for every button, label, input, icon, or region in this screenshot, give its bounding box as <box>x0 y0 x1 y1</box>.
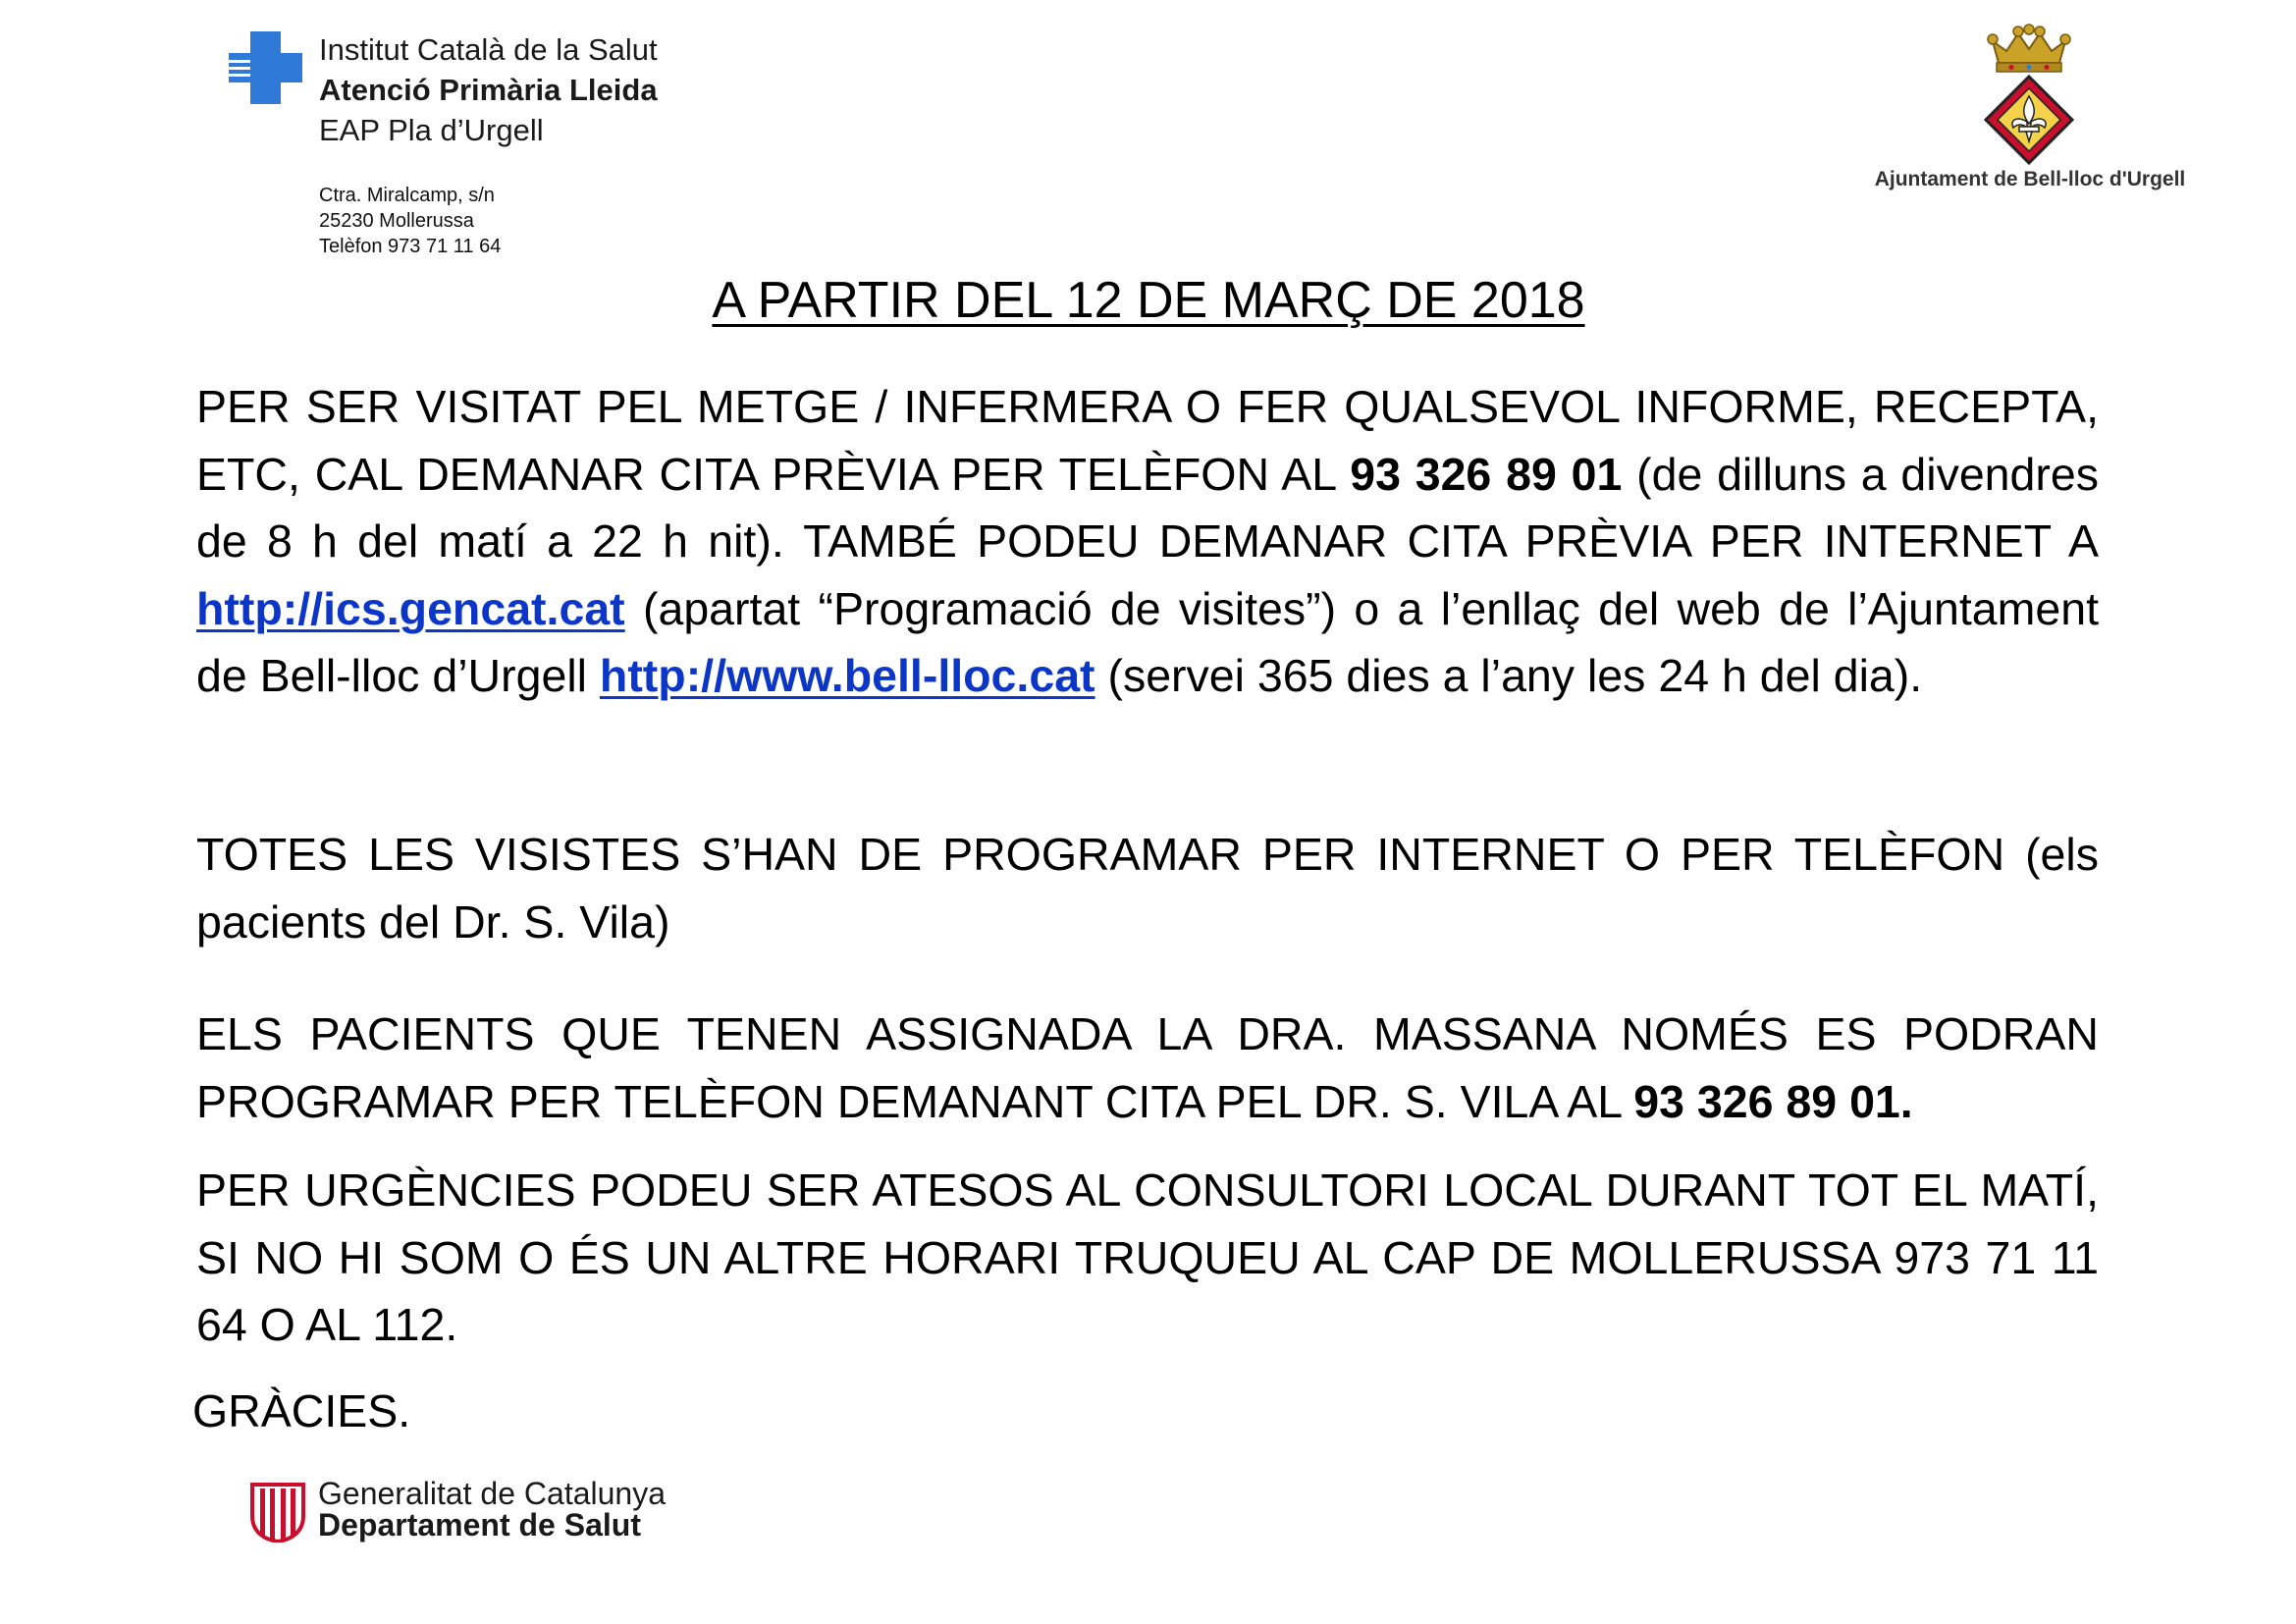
p1-text-d: (servei 365 dies a l’any les 24 h del dia). <box>1095 650 1923 701</box>
vila-phone: 93 326 89 01. <box>1633 1075 1913 1127</box>
address-city: 25230 Mollerussa <box>319 210 474 232</box>
notice-title: A PARTIR DEL 12 DE MARÇ DE 2018 <box>712 272 1585 329</box>
p1-text-b: (de dilluns a divendres de 8 h del matí a 22 h nit). TAMBÉ PODEU DEMANAR CITA PRÈVIA PER INTERNET A <box>196 448 2099 567</box>
crown-icon <box>1987 24 2071 73</box>
massana-patients-paragraph <box>196 1001 2099 1135</box>
coat-of-arms-icon <box>1984 75 2074 165</box>
thanks-text: GRÀCIES. <box>192 1385 411 1436</box>
ics-line-2: Atenció Primària Lleida <box>319 73 658 107</box>
ics-website-link[interactable]: http://ics.gencat.cat <box>196 582 625 634</box>
gencat-logo-icon <box>248 1481 307 1543</box>
ics-cross-logo-icon <box>229 31 302 104</box>
bell-lloc-website-link[interactable]: http://www.bell-lloc.cat <box>599 650 1095 701</box>
gencat-department-name <box>318 1478 666 1541</box>
appointment-phone: 93 326 89 01 <box>1350 448 1623 500</box>
appointment-paragraph <box>196 373 2099 710</box>
emergencies-paragraph: PER URGÈNCIES PODEU SER ATESOS AL CONSULTORI LOCAL DURANT TOT EL MATÍ, SI NO HI SOM O ÉS UN ALTRE HORARI TRUQUEU AL CAP DE MOLLERUSSA 973 71 11 64 O AL 112. <box>196 1164 2099 1350</box>
municipality-label: Ajuntament de Bell-lloc d'Urgell <box>1874 168 2186 190</box>
visits-paragraph: TOTES LES VISISTES S’HAN DE PROGRAMAR PER INTERNET O PER TELÈFON (els pacients del Dr. S. Vila) <box>196 829 2099 947</box>
p3-text: ELS PACIENTS QUE TENEN ASSIGNADA LA DRA. MASSANA NOMÉS ES PODRAN PROGRAMAR PER TELÈFON DEMANANT CITA PEL DR. S. VILA AL <box>196 1008 2099 1127</box>
gencat-line-1: Generalitat de Catalunya <box>318 1476 666 1511</box>
p1-text-c: (apartat “Programació de visites”) o a l’enllaç del web de l’Ajuntament de Bell-lloc d’Urgell <box>196 582 2099 701</box>
address-phone: Telèfon 973 71 11 64 <box>319 236 502 257</box>
ics-line-3: EAP Pla d’Urgell <box>319 113 544 147</box>
ics-line-1: Institut Català de la Salut <box>319 32 658 67</box>
address-street: Ctra. Miralcamp, s/n <box>319 185 495 206</box>
ics-institution-name <box>319 29 658 150</box>
ics-address <box>319 183 501 259</box>
gencat-line-2: Departament de Salut <box>318 1507 641 1543</box>
p1-text-a: PER SER VISITAT PEL METGE / INFERMERA O FER QUALSEVOL INFORME, RECEPTA, ETC, CAL DEMANAR CITA PRÈVIA PER TELÈFON AL <box>196 381 2099 500</box>
